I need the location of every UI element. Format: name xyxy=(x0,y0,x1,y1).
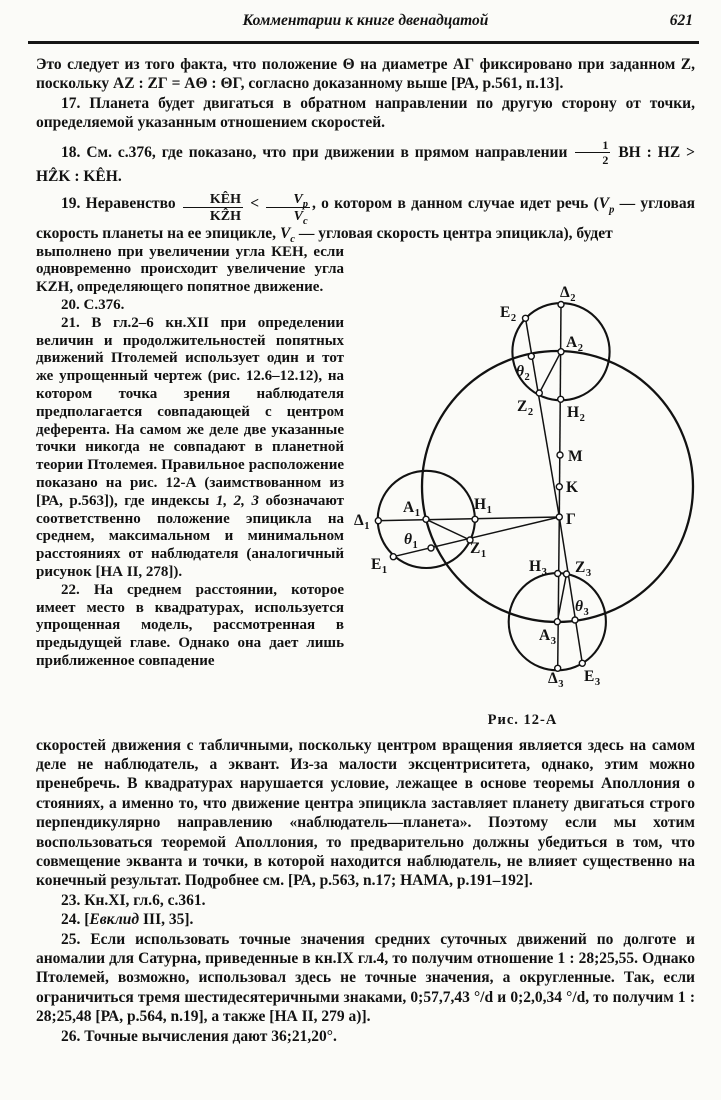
diagram-label: $A_3$ xyxy=(539,626,556,647)
diagram-label: $Z_1$ xyxy=(470,539,487,560)
diagram-point xyxy=(423,516,429,522)
diagram-point xyxy=(558,301,564,307)
para-19-wrap: выполнено при увеличении угла КЕН, если одновременно происходит увеличение угла KZH, определяющего попятное движение. xyxy=(36,243,344,296)
diagram-point xyxy=(528,353,534,359)
running-header xyxy=(36,12,695,36)
diagram-point xyxy=(472,516,478,522)
diagram-label: $A_1$ xyxy=(403,498,420,519)
diagram-point xyxy=(556,483,562,489)
diagram-label: $\Delta_1$ xyxy=(354,511,370,532)
commentary-text xyxy=(36,55,695,1046)
diagram-label: $Z_3$ xyxy=(575,558,592,579)
para-25: 25. Если использовать точные значения средних суточных движений по долготе и аномалии для Сатурна, приведенные в кн.IX гл.4, то получим отношение 1 : 28;25,55. Однако Птолемей, возможно, использовал здесь не точные значения, а округленные. Так, если ограничиться тремя шестидесятеричными знаками, 0;57,7,43 °/d и 0;2,0,34 °/d, то получим 1 : 28;25,48 [РА, p.564, n.19], а также [НА II, 279 а)]. xyxy=(36,930,695,1026)
para-20: 20. С.376. xyxy=(61,296,125,313)
diagram-label: $\Delta_2$ xyxy=(560,283,576,304)
diagram-point xyxy=(557,452,563,458)
diagram-label: $\theta_2$ xyxy=(516,362,530,383)
diagram-label: $E_2$ xyxy=(500,303,517,324)
fraction: $\frac{\text{KÊH}}{\text{KẐH}}$ xyxy=(183,192,243,224)
diagram-label: $H_2$ xyxy=(567,403,585,424)
page-number: 621 xyxy=(669,12,693,29)
diagram-label: Γ xyxy=(566,510,576,528)
diagram-label: $\theta_1$ xyxy=(404,530,418,551)
fraction: $\frac{1}{2}$ xyxy=(575,139,610,167)
para-21: 21. В гл.2–6 кн.XII при определении величин и продолжительностей попятных движений Птолемей использует один и тот же упрощенный чертеж (рис. 12.6–12.12), на котором точка зрения наблюдателя предполагается совпадающей с центром деферента. На самом же деле две указанные точки никогда не совпадают в планетной теории Птолемея. Правильное расположение показано на рис. 12-А (заимствованном из [РА, p.563]), где индексы 1, 2, 3 обозначают соответственно положение эпицикла на среднем, максимальном и минимальном расстояниях от наблюдателя (аналогичный рисунок [НА II, 278]). xyxy=(36,314,345,580)
diagram-label: M xyxy=(568,447,583,465)
diagram-label: $E_3$ xyxy=(584,667,601,688)
diagram-line xyxy=(558,517,560,668)
diagram-point xyxy=(579,660,585,666)
para-23: 23. Кн.XI, гл.6, с.361. xyxy=(61,891,206,909)
diagram-label: $\Delta_3$ xyxy=(548,669,564,690)
diagram-label: $H_3$ xyxy=(529,557,547,578)
diagram-label: $Z_2$ xyxy=(517,397,534,418)
running-title: Комментарии к книге двенадцатой xyxy=(242,12,489,29)
para-22-wide: скоростей движения с табличными, поскольку центром вращения является здесь на самом деле не наблюдатель, а эквант. Из-за малости эксцентриситета, однако, этим можно пренебречь. В квадратурах нарушается условие, лежащее в основе теоремы Аполлония о стояниях, а именно то, что движение центра эпицикла заставляет планету двигаться строго перпендикулярно направлению «наблюдатель—планета». Поэтому если мы хотим воспользоваться теоремой Аполлония, то предварительно должны убедиться в том, что совмещение экванта и точки, в которой находится наблюдатель, не влияет существенно на конечный результат. Подробнее см. [РА, p.563, n.17; НАМА, p.191–192]. xyxy=(36,736,695,890)
figure-caption: Рис. 12-А xyxy=(487,711,558,728)
diagram-point xyxy=(564,571,570,577)
diagram-label: $H_1$ xyxy=(474,495,492,516)
diagram-point xyxy=(375,517,381,523)
diagram-label: $A_2$ xyxy=(566,333,583,354)
diagram-point xyxy=(428,545,434,551)
diagram-point xyxy=(554,618,560,624)
diagram-point xyxy=(390,553,396,559)
para-18: 18. См. с.376, где показано, что при движении в прямом направлении $\frac{1}{2}$ BH : HZ > HẐK : KÊH. xyxy=(36,137,695,185)
header-divider xyxy=(28,41,699,44)
diagram-point xyxy=(536,390,542,396)
diagram-label: K xyxy=(566,478,579,496)
figure-12a xyxy=(350,244,695,736)
diagram-line xyxy=(378,517,559,521)
diagram-line xyxy=(539,351,561,392)
diagram-label: $E_1$ xyxy=(371,555,388,576)
diagram-point xyxy=(523,315,529,321)
diagram-point xyxy=(572,617,578,623)
para-continuation: Это следует из того факта, что положение Θ на диаметре АГ фиксировано при заданном Z, поскольку AZ : ZГ = АΘ : ΘГ, согласно доказанному выше [РА, p.561, п.13]. xyxy=(36,56,695,93)
para-17: 17. Планета будет двигаться в обратном направлении по другую сторону от точки, определяемой указанным отношением скоростей. xyxy=(36,94,695,132)
diagram-point xyxy=(556,514,562,520)
diagram-point xyxy=(558,396,564,402)
para-22-narrow: 22. На среднем расстоянии, которое имеет место в квадратурах, используется упрощенная модель, рассмотренная в предыдущей главе. Однако она дает лишь приближенное совпадение xyxy=(36,581,344,669)
para-19-lead: 19. Неравенство $\frac{\text{KÊH}}{\text{KẐH}}$ < $\frac{V_p}{V_c}$ , о котором в данном случае идет речь ($V_p$ — угловая скорость планеты на ее эпицикле, $V_c$ — угловая скорость центра эпицикла), будет xyxy=(36,191,695,246)
diagram-point xyxy=(558,348,564,354)
diagram-label: $\theta_3$ xyxy=(575,597,589,618)
fraction: $\frac{V_p}{V_c}$ xyxy=(266,192,310,224)
diagram-point xyxy=(555,570,561,576)
para-24: 24. [Евклид III, 35]. xyxy=(61,911,194,929)
para-26: 26. Точные вычисления дают 36;21,20°. xyxy=(61,1027,337,1045)
figure-12a-diagram xyxy=(350,268,695,700)
